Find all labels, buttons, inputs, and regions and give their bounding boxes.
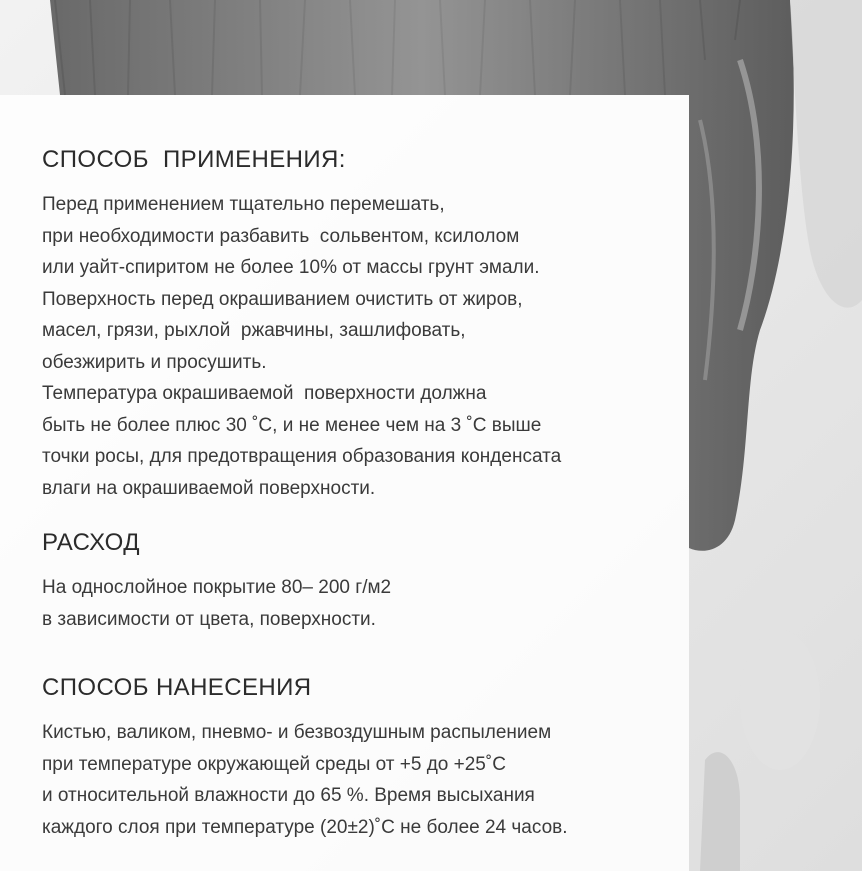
text-line: На однослойное покрытие 80– 200 г/м2 <box>42 577 392 598</box>
section-heading: СПОСОБ НАНЕСЕНИЯ <box>42 674 312 701</box>
section-heading: СПОСОБ ПРИМЕНЕНИЯ: <box>42 146 346 173</box>
text-line: Температура окрашиваемой поверхности должна <box>42 383 487 404</box>
text-line: каждого слоя при температуре (20±2)˚С не более 24 часов. <box>42 816 568 838</box>
text-line: Перед применением тщательно перемешать, <box>42 194 445 215</box>
text-line: обезжирить и просушить. <box>42 351 267 373</box>
application-method-section <box>42 145 561 504</box>
section-text <box>42 717 568 843</box>
text-line: при необходимости разбавить сольвентом, ксилолом <box>42 225 520 247</box>
consumption-section <box>42 528 391 635</box>
text-line: в зависимости от цвета, поверхности. <box>42 608 376 630</box>
text-line: влаги на окрашиваемой поверхности. <box>42 477 376 499</box>
application-technique-section <box>42 673 568 843</box>
text-line: точки росы, для предотвращения образования конденсата <box>42 446 562 467</box>
section-text <box>42 189 561 504</box>
text-line: при температуре окружающей среды от +5 до +25˚С <box>42 753 506 775</box>
text-line: и относительной влажности до 65 %. Время высыхания <box>42 785 535 806</box>
text-line: быть не более плюс 30 ˚С, и не менее чем на 3 ˚С выше <box>42 414 542 436</box>
text-line: Поверхность перед окрашиванием очистить от жиров, <box>42 288 523 310</box>
section-text <box>42 572 391 635</box>
text-line: Кистью, валиком, пневмо- и безвоздушным распылением <box>42 722 552 743</box>
text-line: или уайт-спиритом не более 10% от массы грунт эмали. <box>42 257 540 278</box>
text-line: масел, грязи, рыхлой ржавчины, зашлифовать, <box>42 320 466 341</box>
section-heading: РАСХОД <box>42 529 140 556</box>
